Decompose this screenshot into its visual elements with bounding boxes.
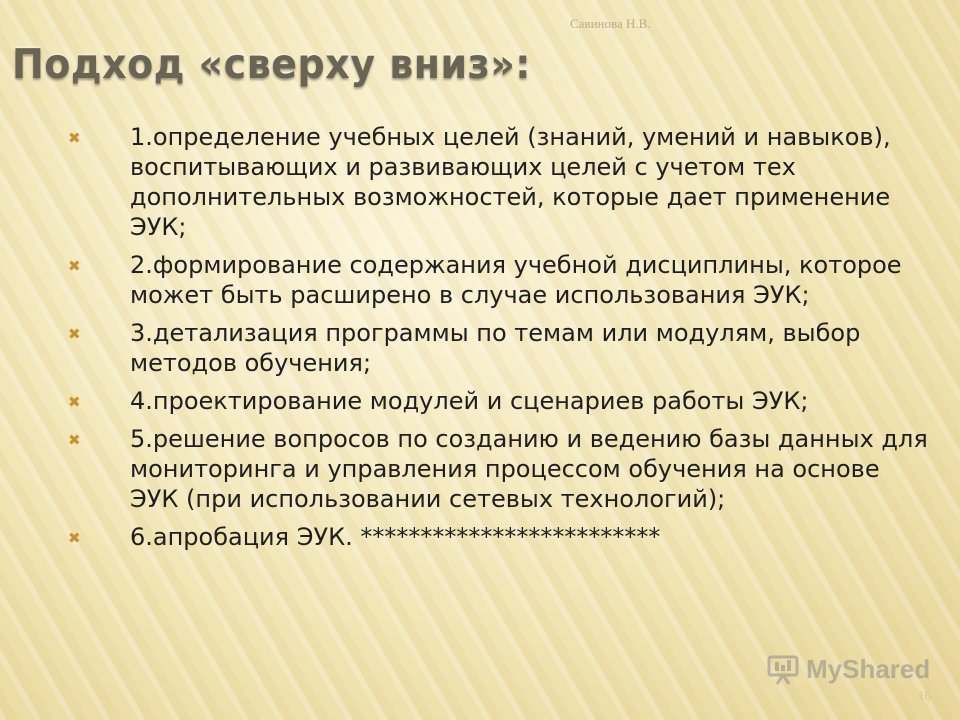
page-number: 16 [918, 688, 931, 703]
slide-title: Подход «сверху вниз»: [12, 40, 531, 88]
x-mark-bullet-icon: ✖ [68, 529, 81, 547]
author-label: Савинова Н.В. [570, 16, 651, 31]
list-item: ✖ 1.определение учебных целей (знаний, умений и навыков), воспитывающих и развивающих целей с учетом тех дополнительных возможностей, которые дает применение ЭУК; [68, 123, 891, 241]
watermark-text: MyShared [806, 653, 931, 684]
bullet-list [62, 122, 932, 560]
list-item: ✖ 5.решение вопросов по созданию и ведению базы данных для мониторинга и управления процессом обучения на основе ЭУК (при использовании сетевых технологий); [68, 425, 928, 513]
x-mark-bullet-icon: ✖ [68, 431, 81, 449]
list-item: ✖ 6.апробация ЭУК. ************************* [68, 523, 661, 551]
x-mark-bullet-icon: ✖ [68, 393, 81, 411]
list-item: ✖ 3.детализация программы по темам или модулям, выбор методов обучения; [68, 319, 861, 377]
x-mark-bullet-icon: ✖ [68, 325, 81, 343]
list-item: ✖ 2.формирование содержания учебной дисциплины, которое может быть расширено в случае использования ЭУК; [68, 251, 902, 309]
x-mark-bullet-icon: ✖ [68, 257, 81, 275]
list-item: ✖ 4.проектирование модулей и сценариев работы ЭУК; [68, 387, 809, 415]
x-mark-bullet-icon: ✖ [68, 129, 81, 147]
watermark-logo [766, 653, 930, 685]
presentation-icon [766, 653, 800, 685]
